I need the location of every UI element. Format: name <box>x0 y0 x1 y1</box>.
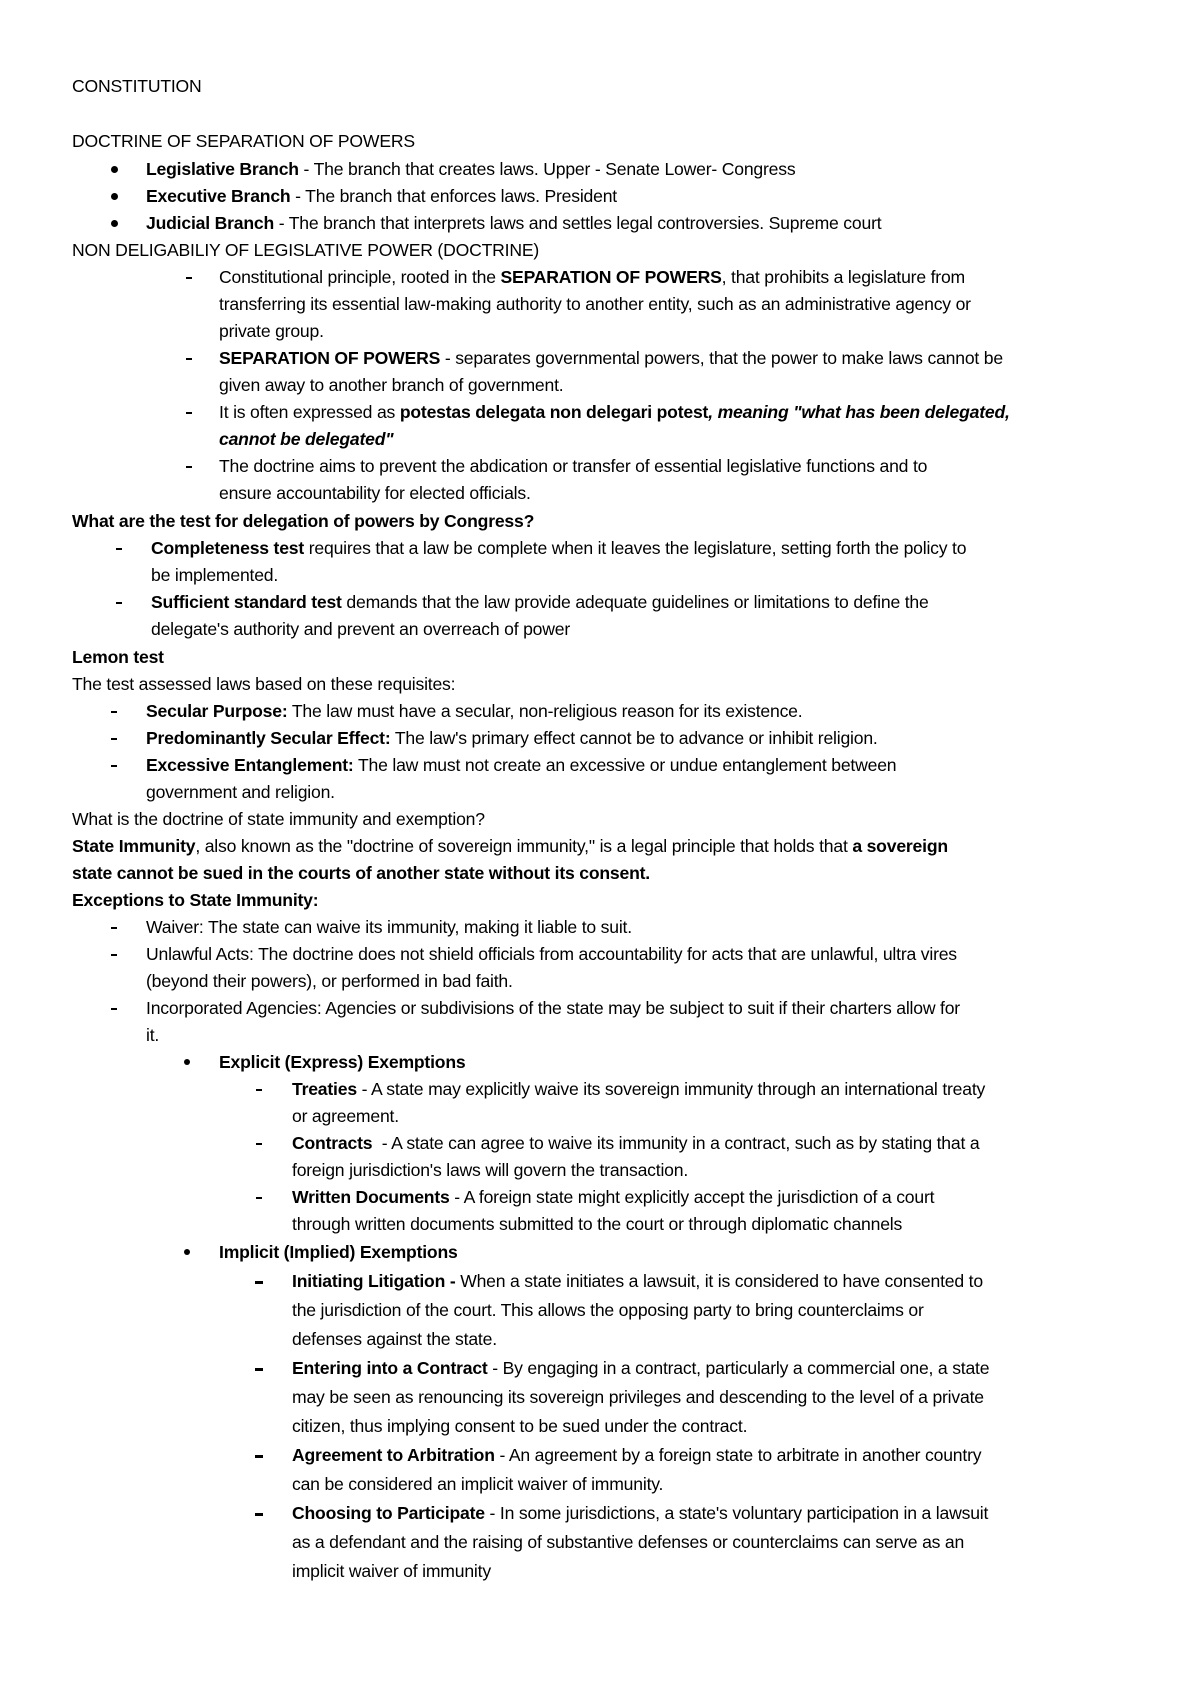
list-item: it. <box>146 1025 160 1045</box>
list-item: through written documents submitted to the court or through diplomatic channels <box>292 1214 903 1234</box>
list-item: Judicial Branch - The branch that interprets laws and settles legal controversies. Supreme court <box>146 213 882 233</box>
dash-icon <box>255 1455 263 1458</box>
paragraph-line: given away to another branch of government. <box>219 375 564 395</box>
bullet-icon <box>184 1059 190 1065</box>
paragraph-line: private group. <box>219 321 324 341</box>
tests-heading: What are the test for delegation of powers by Congress? <box>72 511 535 531</box>
list-item: Treaties - A state may explicitly waive its sovereign immunity through an international treaty <box>292 1079 986 1099</box>
dash-icon <box>255 1513 263 1516</box>
nondelegability-heading: NON DELIGABILIY OF LEGISLATIVE POWER (DOCTRINE) <box>72 240 540 260</box>
immunity-definition: State Immunity, also known as the "doctrine of sovereign immunity," is a legal principle that holds that a sovereign <box>72 836 948 856</box>
dash-icon <box>111 738 117 740</box>
list-item: or agreement. <box>292 1106 399 1126</box>
dash-icon <box>186 277 192 279</box>
list-item: Sufficient standard test demands that the law provide adequate guidelines or limitations to define the <box>151 592 929 612</box>
paragraph-line: Constitutional principle, rooted in the SEPARATION OF POWERS, that prohibits a legislature from <box>219 267 965 287</box>
dash-icon <box>116 548 122 550</box>
list-item: Contracts - A state can agree to waive its immunity in a contract, such as by stating that a <box>292 1133 980 1153</box>
immunity-question: What is the doctrine of state immunity and exemption? <box>72 809 485 829</box>
dash-icon <box>256 1143 262 1145</box>
list-item: Excessive Entanglement: The law must not create an excessive or undue entanglement between <box>146 755 897 775</box>
dash-icon <box>111 1008 117 1010</box>
list-item: government and religion. <box>146 782 335 802</box>
list-item: Legislative Branch - The branch that creates laws. Upper - Senate Lower- Congress <box>146 159 796 179</box>
dash-icon <box>111 927 117 929</box>
exceptions-heading: Exceptions to State Immunity: <box>72 890 319 910</box>
list-item: may be seen as renouncing its sovereign privileges and descending to the level of a private <box>292 1387 984 1407</box>
list-item: Secular Purpose: The law must have a secular, non-religious reason for its existence. <box>146 701 803 721</box>
paragraph-line: transferring its essential law-making authority to another entity, such as an administrative agency or <box>219 294 971 314</box>
list-item: delegate's authority and prevent an overreach of power <box>151 619 570 639</box>
paragraph-line: It is often expressed as potestas delegata non delegari potest, meaning "what has been delegated, <box>219 402 1010 422</box>
dash-icon <box>116 602 122 604</box>
paragraph-line: SEPARATION OF POWERS - separates governmental powers, that the power to make laws cannot be <box>219 348 1003 368</box>
list-item: Unlawful Acts: The doctrine does not shield officials from accountability for acts that are unlawful, ultra vires <box>146 944 957 964</box>
separation-heading: DOCTRINE OF SEPARATION OF POWERS <box>72 131 415 151</box>
bullet-icon <box>111 166 118 173</box>
page-title: CONSTITUTION <box>72 76 202 96</box>
list-item: Written Documents - A foreign state might explicitly accept the jurisdiction of a court <box>292 1187 935 1207</box>
bullet-icon <box>111 193 118 200</box>
list-item: as a defendant and the raising of substantive defenses or counterclaims can serve as an <box>292 1532 965 1552</box>
list-item: can be considered an implicit waiver of immunity. <box>292 1474 664 1494</box>
dash-icon <box>111 765 117 767</box>
list-item: Initiating Litigation - When a state initiates a lawsuit, it is considered to have consented to <box>292 1271 983 1291</box>
list-item: the jurisdiction of the court. This allows the opposing party to bring counterclaims or <box>292 1300 924 1320</box>
bullet-icon <box>184 1249 190 1255</box>
explicit-heading: Explicit (Express) Exemptions <box>219 1052 466 1072</box>
implicit-heading: Implicit (Implied) Exemptions <box>219 1242 458 1262</box>
list-item: citizen, thus implying consent to be sued under the contract. <box>292 1416 748 1436</box>
list-item: defenses against the state. <box>292 1329 497 1349</box>
list-item: Waiver: The state can waive its immunity, making it liable to suit. <box>146 917 632 937</box>
list-item: foreign jurisdiction's laws will govern the transaction. <box>292 1160 689 1180</box>
dash-icon <box>256 1089 262 1091</box>
list-item: Completeness test requires that a law be complete when it leaves the legislature, setting forth the policy to <box>151 538 967 558</box>
dash-icon <box>255 1281 263 1284</box>
list-item: Incorporated Agencies: Agencies or subdivisions of the state may be subject to suit if their charters allow for <box>146 998 960 1018</box>
bullet-icon <box>111 220 118 227</box>
lemon-intro: The test assessed laws based on these requisites: <box>72 674 456 694</box>
dash-icon <box>255 1368 263 1371</box>
dash-icon <box>111 711 117 713</box>
dash-icon <box>186 412 192 414</box>
paragraph-line: ensure accountability for elected officials. <box>219 483 531 503</box>
list-item: (beyond their powers), or performed in bad faith. <box>146 971 513 991</box>
list-item: Agreement to Arbitration - An agreement by a foreign state to arbitrate in another country <box>292 1445 982 1465</box>
list-item: Choosing to Participate - In some jurisdictions, a state's voluntary participation in a lawsuit <box>292 1503 989 1523</box>
list-item: Entering into a Contract - By engaging in a contract, particularly a commercial one, a state <box>292 1358 990 1378</box>
immunity-definition: state cannot be sued in the courts of another state without its consent. <box>72 863 650 883</box>
dash-icon <box>186 358 192 360</box>
list-item: implicit waiver of immunity <box>292 1561 491 1581</box>
list-item: Predominantly Secular Effect: The law's primary effect cannot be to advance or inhibit religion. <box>146 728 878 748</box>
paragraph-line: cannot be delegated" <box>219 429 394 449</box>
lemon-heading: Lemon test <box>72 647 164 667</box>
paragraph-line: The doctrine aims to prevent the abdication or transfer of essential legislative functions and to <box>219 456 928 476</box>
dash-icon <box>186 466 192 468</box>
list-item: be implemented. <box>151 565 279 585</box>
list-item: Executive Branch - The branch that enforces laws. President <box>146 186 617 206</box>
dash-icon <box>111 954 117 956</box>
dash-icon <box>256 1197 262 1199</box>
